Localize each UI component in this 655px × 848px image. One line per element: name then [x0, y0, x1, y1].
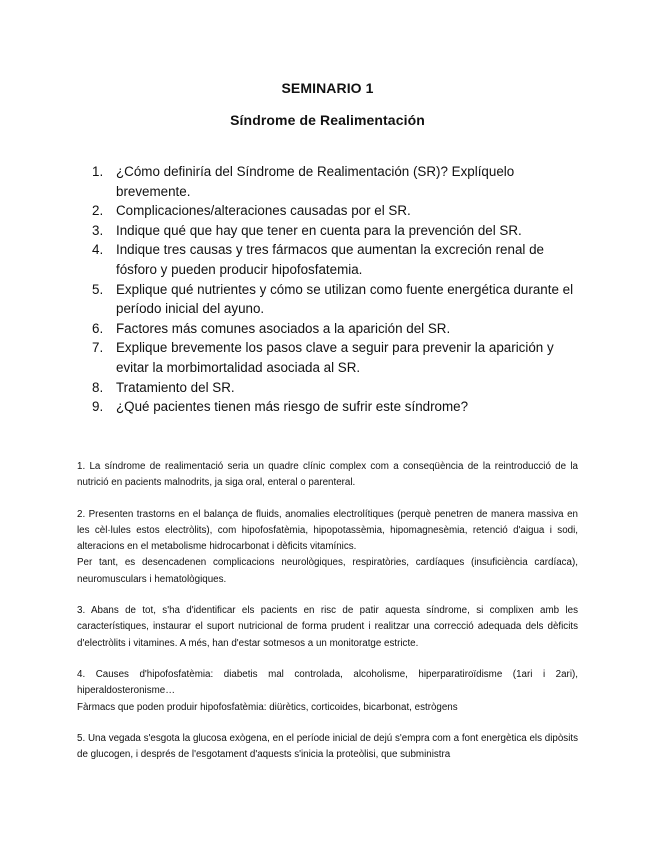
question-number: 7. — [92, 340, 104, 356]
question-item — [92, 162, 588, 201]
question-number: 6. — [92, 320, 104, 336]
question-number: 4. — [92, 242, 104, 258]
answer-paragraph — [77, 507, 578, 588]
question-item — [92, 378, 588, 398]
question-text: ¿Qué pacientes tienen más riesgo de sufrir este síndrome? — [116, 399, 469, 415]
question-number: 1. — [92, 164, 104, 179]
answer-paragraph: 3. Abans de tot, s'ha d'identificar els pacients en risc de patir aquesta síndrome, si complixen amb les característiques, instaurar el suport nutricional de forma prudent i realitzar una correcció adequada dels dèficits d'electròlits i vitamines. A més, han d'estar sotmesos a un monitoratge estricte. — [77, 605, 578, 649]
question-item — [92, 319, 588, 339]
answer-paragraph: 1. La síndrome de realimentació seria un quadre clínic complex com a conseqüència de la reintroducció de la nutrició en pacients malnodrits, ja siga oral, enteral o parenteral. — [77, 461, 578, 489]
answer-line: Fàrmacs que poden produir hipofosfatèmia: diürètics, corticoides, bicarbonat, estrògens — [77, 701, 458, 713]
question-item — [92, 221, 588, 241]
answer-line: 4. Causes d'hipofosfatèmia: diabetis mal controlada, alcoholisme, hiperparatiroïdisme (1ari i 2ari), hiperaldosteronisme… — [77, 668, 578, 697]
page-title: SEMINARIO 1 — [281, 80, 374, 96]
question-item — [92, 240, 588, 279]
page-subtitle: Síndrome de Realimentación — [230, 112, 425, 128]
question-item — [92, 201, 588, 221]
answer-paragraph — [77, 667, 578, 716]
answer-paragraph: 5. Una vegada s'esgota la glucosa exògena, en el període inicial de dejú s'empra com a font energètica els dipòsits de glucogen, i després de l'esgotament d'aquests s'inicia la proteòlisi, que subministra — [77, 732, 578, 761]
question-number: 9. — [92, 399, 104, 415]
question-text: Explique qué nutrientes y cómo se utilizan como fuente energética durante el período inicial del ayuno. — [116, 281, 574, 317]
question-text: ¿Cómo definiría del Síndrome de Realimentación (SR)? Explíquelo brevemente. — [116, 164, 515, 199]
question-number: 3. — [92, 222, 104, 238]
answer-line: Per tant, es desencadenen complicacions neurològiques, respiratòries, cardíaques (insuficiència cardíaca), neuromusculars i hematològiques. — [77, 557, 578, 585]
question-text: Tratamiento del SR. — [116, 379, 235, 395]
answer-line: 2. Presenten trastorns en el balança de fluids, anomalies electrolítiques (perquè penetren de manera massiva en les cèl·lules estos electròlits), com hipofosfatèmia, hipopotassèmia, hipomagnesèmia, retenció d'aigua i sodi, alteracions en el metabolisme hidrocarbonat i dèficits vitamínics. — [77, 508, 578, 553]
question-item — [92, 338, 588, 377]
question-text: Explique brevemente los pasos clave a seguir para prevenir la aparición y evitar la morbimortalidad asociada al SR. — [116, 340, 554, 375]
question-list — [92, 162, 588, 417]
question-number: 8. — [92, 379, 104, 395]
question-item — [92, 280, 588, 319]
question-text: Factores más comunes asociados a la aparición del SR. — [116, 320, 451, 336]
question-text: Indique tres causas y tres fármacos que aumentan la excreción renal de fósforo y pueden producir hipofosfatemia. — [116, 242, 544, 277]
question-number: 5. — [92, 281, 104, 297]
question-number: 2. — [92, 203, 104, 219]
answer-section — [77, 459, 578, 763]
question-text: Indique qué que hay que tener en cuenta para la prevención del SR. — [116, 222, 522, 238]
question-text: Complicaciones/alteraciones causadas por el SR. — [116, 203, 411, 219]
question-item — [92, 397, 588, 417]
